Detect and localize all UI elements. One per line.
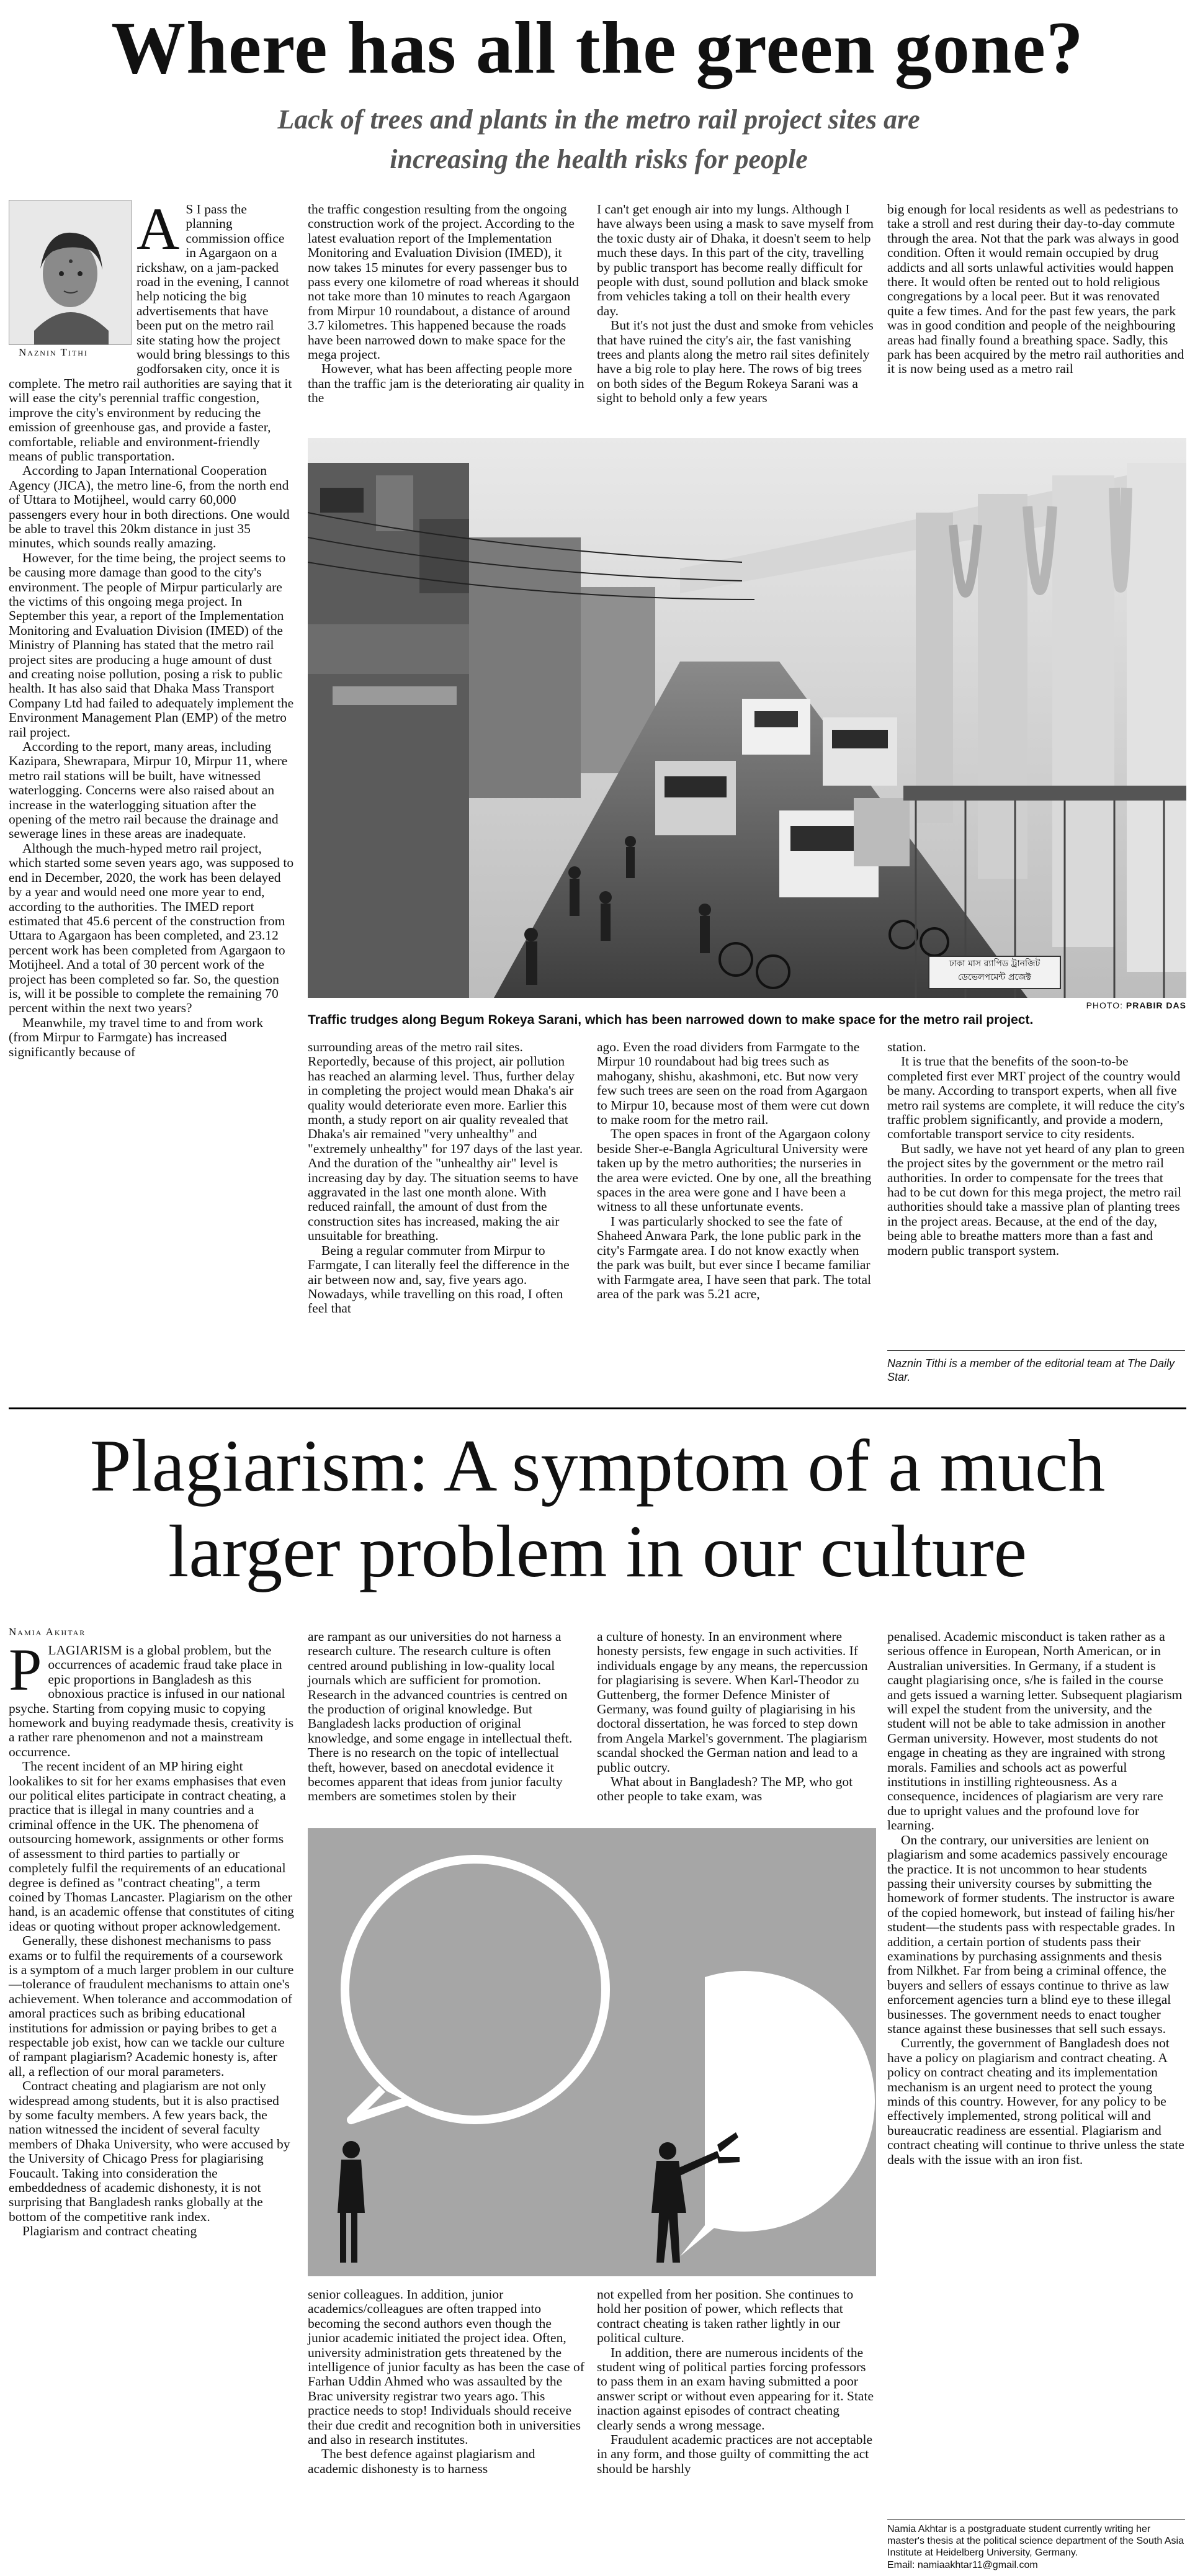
article1-paragraph: According to Japan International Cooperation Agency (JICA), the metro line-6, from the north end of Uttara to Motijheel, would carry 60,000 passengers every hour in both directions. One would be able to travel this 20km distance in just 35 minutes, which sounds really amazing.: [9, 463, 290, 551]
article1-column-2-top: [308, 202, 586, 438]
article2-column-2-bottom: [308, 2287, 586, 2573]
article2-paragraph: LAGIARISM is a global problem, but the occurrences of academic fraud take place in epic proportions in Bangladesh as this obnoxious practice is infused in our national psyche. Starting from copying music to copying homework and buying readymade thesis, creativity is a rather rare phenomenon and not a mainstream occurrence.: [9, 1643, 294, 1759]
article1-paragraph: S I pass the planning commission office in Agargaon on a rickshaw, on a jam-packed road in the evening, I cannot help noticing the big advertisements that have been put on the metro rail site stating how the project would bring blessings to this godforsaken city, once it is complete. The metro rail authorities are saying that it will ease the city's perennial traffic congestion, improve the city's environment by reducing the emission of greenhouse gas, and provide a faster, comfortable, reliable and environment-friendly means of public transportation.: [9, 202, 292, 464]
article2-paragraph: Generally, these dishonest mechanisms to pass exams or to fulfil the requirements of a coursework is a symptom of a much larger problem in our culture—tolerance of fraudulent mechanisms to attain one's achievement. When tolerance and accommodation of amoral practices such as bribing educational institutions for admission or paying bribes to get a respectable job exist, how can we tackle our culture of rampant plagiarism? Academic honesty is, after all, a reflection of our moral parameters.: [9, 1933, 294, 2079]
article1-column-4-bottom: [887, 1040, 1185, 1350]
photo-credit-label: PHOTO:: [1086, 1000, 1123, 1010]
article1-paragraph: The open spaces in front of the Agargaon colony beside Sher-e-Bangla Agricultural University were taken up by the metro authorities; the nurseries in the area were evicted. One by one, all the breathing spaces in the area were gone and I have been a witness to all these unfortunate events.: [597, 1126, 872, 1214]
article1-paragraph: Being a regular commuter from Mirpur to Farmgate, I can literally feel the difference in the air between now and, say, five years ago. Nowadays, while travelling on this road, I often feel that: [308, 1242, 570, 1316]
article2-paragraph: On the contrary, our universities are lenient on plagiarism and some academics passively encourage the practice. It is not uncommon to hear students passing their university courses by submitting the homework of former students. The instructor is aware of the copied homework, but instead of failing his/her student—the students pass with respectable grades. In addition, a certain portion of students pass their examinations by purchasing assignments and thesis from Nilkhet. Far from being a criminal offence, the buyers and sellers of essays continue to thrive as law enforcement agencies turn a blind eye to these illegal businesses. The government needs to enact tougher stance against these businesses that sell such essays.: [887, 1832, 1175, 2036]
article1-author-bio: Naznin Tithi is a member of the editorial team at The Daily Star.: [887, 1357, 1175, 1383]
plagiarism-illustration: [308, 1828, 876, 2276]
article2-paragraph: Contract cheating and plagiarism are not only widespread among students, but it is also practised by some faculty members. A few years back, the nation witnessed the incident of several faculty members of Dhaka University, who were accused by the University of Chicago Press for plagiarising Foucault. Taking into consideration the embeddedness of academic dishonesty, it is not surprising that Bangladesh ranks globally at the bottom of the competitive rank index.: [9, 2078, 290, 2224]
article2-headline-line2: larger problem in our culture: [168, 1510, 1027, 1592]
article1-paragraph: surrounding areas of the metro rail sites. Reportedly, because of this project, air pollution has reached an alarming level. Thus, further delay in completing the project would mean Dhaka's air quality would deteriorate even more. Earlier this month, a study report on air quality revealed that Dhaka's air remained "very unhealthy" and "extremely unhealthy" for 197 days of the last year. And the duration of the "unhealthy air" level is increasing day by day. The situation seems to have aggravated in the last one month alone. With reduced rainfall, the amount of dust from the construction sites has increased, making the air unsuitable for breathing.: [308, 1039, 583, 1244]
article1-byline: Naznin Tithi: [19, 346, 88, 358]
article2-paragraph: Currently, the government of Bangladesh does not have a policy on plagiarism and contract cheating. A policy on contract cheating and its implementation mechanism is an urgent need to protect the young minds of this country. However, for any policy to be effectively implemented, strong political will and bureaucratic readiness are essential. Plagiarism and contract cheating will continue to thrive unless the state deals with the issue with an iron fist.: [887, 2035, 1184, 2167]
article1-paragraph: However, what has been affecting people more than the traffic jam is the deteriorating air quality in the: [308, 361, 584, 406]
article2-column-3-top: [597, 1630, 875, 1816]
article2-paragraph: senior colleagues. In addition, junior academics/colleagues are often trapped into becoming the second authors even though the junior academic initiated the project idea. Often, university administration gets threatened by the intelligence of junior faculty as has been the case of Farhan Uddin Ahmed who was assaulted by the Brac university registrar two years ago. This practice needs to stop! Individuals should receive their due credit and recognition both in universities and also in research institutes.: [308, 2287, 584, 2448]
photo-credit: [1055, 1000, 1186, 1010]
article1-column-1: [9, 195, 294, 1059]
article2-byline: Namia Akhtar: [9, 1626, 86, 1638]
photo-sign-banner: ঢাকা মাস র‍্যাপিড ট্রানজিট ডেভেলপমেন্ট প্রজেক্ট: [928, 956, 1061, 989]
article1-column-3-bottom: [597, 1040, 875, 1400]
article1-paragraph: I can't get enough air into my lungs. Although I have always been using a mask to save myself from the toxic dusty air of Dhaka, it doesn't seem to help much these days. In this part of the city, travelling by public transport has become really difficult for people with dust, sound pollution and black smoke from vehicles taking a toll on their health every day.: [597, 202, 874, 318]
article1-paragraph: station.: [887, 1039, 926, 1054]
article2-column-4: [887, 1630, 1185, 2536]
article2-paragraph: not expelled from her position. She continues to hold her position of power, which reflects that contract cheating is taken rather lightly in our political culture.: [597, 2287, 854, 2346]
bio-divider: [887, 1350, 1185, 1351]
article2-author-bio: Namia Akhtar is a postgraduate student currently writing her master's thesis at the political science department of the South Asia Institute at Heidelberg University, Germany.: [887, 2524, 1184, 2558]
article2-column-3-bottom: [597, 2287, 875, 2573]
article1-headline: Where has all the green gone?: [111, 6, 1084, 89]
article2-paragraph: Fraudulent academic practices are not acceptable in any form, and those guilty of committing the act should be harshly: [597, 2432, 873, 2476]
photo-credit-name: PRABIR DAS: [1126, 1000, 1186, 1010]
article1-paragraph: the traffic congestion resulting from the ongoing construction work of the project. According to the latest evaluation report of the Implementation Monitoring and Evaluation Division (IMED), it now takes 15 minutes for every passenger bus to pass every one kilometre of road whereas it should not take more than 10 minutes to reach Agargaon from Mirpur 10 roundabout, a distance of around 3.7 kilometres. This happened because the roads have been narrowed down to make space for the mega project.: [308, 202, 580, 362]
article1-paragraph: ago. Even the road dividers from Farmgate to the Mirpur 10 roundabout had big trees such as mahogany, shishu, akashmoni, etc. But now very few such trees are seen on the road from Agargaon to Mirpur 10, because most of them were cut down to make room for the metro rail.: [597, 1039, 870, 1128]
article1-paragraph: Although the much-hyped metro rail project, which started some seven years ago, was supposed to end in December, 2020, the work has been delayed by a year and would need one more year to end, according to the authorities. The IMED report estimated that 45.6 percent of the construction from Uttara to Agargaon has been completed, and 23.12 percent work has been completed from Agargaon to Motijheel. And a total of 30 percent work of the project has been completed so far. So, the question is, will it be possible to complete the remaining 70 percent within the next two years?: [9, 840, 294, 1016]
article1-deck-line2: increasing the health risks for people: [390, 144, 808, 174]
article2-headline-line1: Plagiarism: A symptom of a much: [89, 1424, 1106, 1507]
article2-paragraph: a culture of honesty. In an environment where honesty persists, few engage in such activities. If individuals engage by any means, the repercussion for plagiarising is severe. When Karl-Theodor zu Guttenberg, the former Defence Minister of Germany, was found guilty of plagiarising in his doctoral dissertation, he was forced to step down from Angela Markel's government. The plagiarism scandal shocked the German nation and lead to a public outcry.: [597, 1629, 868, 1775]
article2-paragraph: The recent incident of an MP hiring eight lookalikes to sit for her exams emphasises that even our political elites participate in contract cheating, a practice that is illegal in many countries and a criminal offence in the UK. The phenomena of outsourcing homework, assignments or other forms of assessment to third parties to partially or completely fulfil the requirements of an educational degree is defined as "contract cheating", a term coined by Thomas Lancaster. Plagiarism on the other hand, is an academic offense that constitutes of citing ideas or quoting without proper acknowledgement.: [9, 1759, 294, 1934]
article1-paragraph: big enough for local residents as well as pedestrians to take a stroll and rest during their day-to-day commute through the area. Not that the park was always in good condition. Often it would remain occupied by drug addicts and all sorts unlawful activities would happen there. It would often be rented out to hold religious congregations by a local peer. But it was renovated quite a few times. And for the past few years, the park was in good condition and people of the neighbouring areas had finally found a breathing space. Sadly, this park has been acquired by the metro rail authorities and it is now being used as a metro rail: [887, 202, 1184, 377]
article1-column-2-bottom: [308, 1040, 586, 1400]
article2-author-email: Email: namiaakhtar11@gmail.com: [887, 2560, 1038, 2570]
article2-paragraph: Plagiarism and contract cheating: [22, 2224, 197, 2239]
photo-caption: Traffic trudges along Begum Rokeya Sarani, which has been narrowed down to make space for the metro rail project.: [308, 1013, 1034, 1027]
article2-paragraph: penalised. Academic misconduct is taken rather as a serious offence in European, North American, or in Australian universities. In Germany, if a student is caught plagiarising once, s/he is failed in the course and gets issued a warning letter. Subsequent plagiarism will expel the student from the university, and the student will not be able to take admission in another German university. However, most students do not engage in cheating as they are ingrained with strong morals. Families and schools act as powerful institutions in instilling righteousness. As a consequence, incidences of plagiarism are very rare due to upright values and the profound love for learning.: [887, 1629, 1183, 1833]
article1-drop-cap: A: [137, 195, 180, 262]
article2-paragraph: are rampant as our universities do not harness a research culture. The research culture is often centred around publishing in low-quality local journals which are sufficient for promotion. Research in the advanced countries is centred on the production of original knowledge. But Bangladesh lacks production of original knowledge, and some engage in intellectual theft. There is no research on the topic of intellectual theft, however, based on anecdotal evidence it becomes apparent that ideas from junior faculty members are sometimes stolen by their: [308, 1629, 573, 1804]
article1-paragraph: It is true that the benefits of the soon-to-be completed first ever MRT project of the country would be many. According to transport experts, when all five metro rail systems are complete, it will reduce the city's traffic problem significantly, and provide a modern, comfortable transport service to city residents.: [887, 1054, 1185, 1142]
article1-paragraph: But sadly, we have not yet heard of any plan to green the project sites by the government or the metro rail authorities. In order to compensate for the trees that had to be cut down for this mega project, the metro rail authorities should take a massive plan of planting trees in the project areas. Because, at the end of the day, being able to breathe matters more than a fast and modern public transport system.: [887, 1141, 1185, 1258]
article1-paragraph: According to the report, many areas, including Kazipara, Shewrapara, Mirpur 10, Mirpur 11, where metro rail stations will be built, have witnessed waterlogging. Concerns were also raised about an increase in the waterlogging situation after the opening of the metro rail because the drainage and sewerage lines in these areas are inadequate.: [9, 739, 288, 841]
article2-column-1: [9, 1636, 294, 2562]
article1-paragraph: Meanwhile, my travel time to and from work (from Mirpur to Farmgate) has increased significantly because of: [9, 1015, 264, 1059]
article2-paragraph: What about in Bangladesh? The MP, who got other people to take exam, was: [597, 1774, 853, 1804]
article2-drop-cap: P: [9, 1636, 42, 1703]
article1-column-3-top: [597, 202, 875, 438]
metro-rail-photo: [308, 438, 1186, 998]
section-divider: [9, 1407, 1186, 1409]
article1-paragraph: But it's not just the dust and smoke from vehicles that have ruined the city's air, the fast vanishing trees and plants along the metro rail sites definitely have a big role to play here. The rows of big trees on both sides of the Begum Rokeya Sarani was a sight to behold only a few years: [597, 318, 874, 406]
article2-paragraph: In addition, there are numerous incidents of the student wing of political parties forcing professors to pass them in an exam having submitted a poor answer script or without even appearing for it. State inaction against episodes of contract cheating clearly sends a wrong message.: [597, 2345, 874, 2433]
article1-column-4-top: [887, 202, 1185, 438]
article2-column-2-top: [308, 1630, 586, 1816]
article1-deck-line1: Lack of trees and plants in the metro rail project sites are: [277, 104, 920, 135]
article1-paragraph: However, for the time being, the project seems to be causing more damage than good to the city's environment. The people of Mirpur particularly are the victims of this ongoing mega project. In September this year, a report of the Implementation Monitoring and Evaluation Division (IMED) of the Ministry of Planning has stated that the metro rail project sites are producing a huge amount of dust and creating noise pollution, posing a risk to public health. It has also said that Dhaka Mass Transport Company Ltd had failed to adequately implement the Environment Management Plan (EMP) of the metro rail project.: [9, 550, 294, 740]
article2-paragraph: The best defence against plagiarism and academic dishonesty is to harness: [308, 2446, 535, 2476]
article1-paragraph: I was particularly shocked to see the fate of Shaheed Anwara Park, the lone public park in the city's Farmgate area. I do not know exactly when the park was built, but ever since I became familiar with Farmgate area, I have seen that park. The total area of the park was 5.21 acre,: [597, 1213, 871, 1301]
